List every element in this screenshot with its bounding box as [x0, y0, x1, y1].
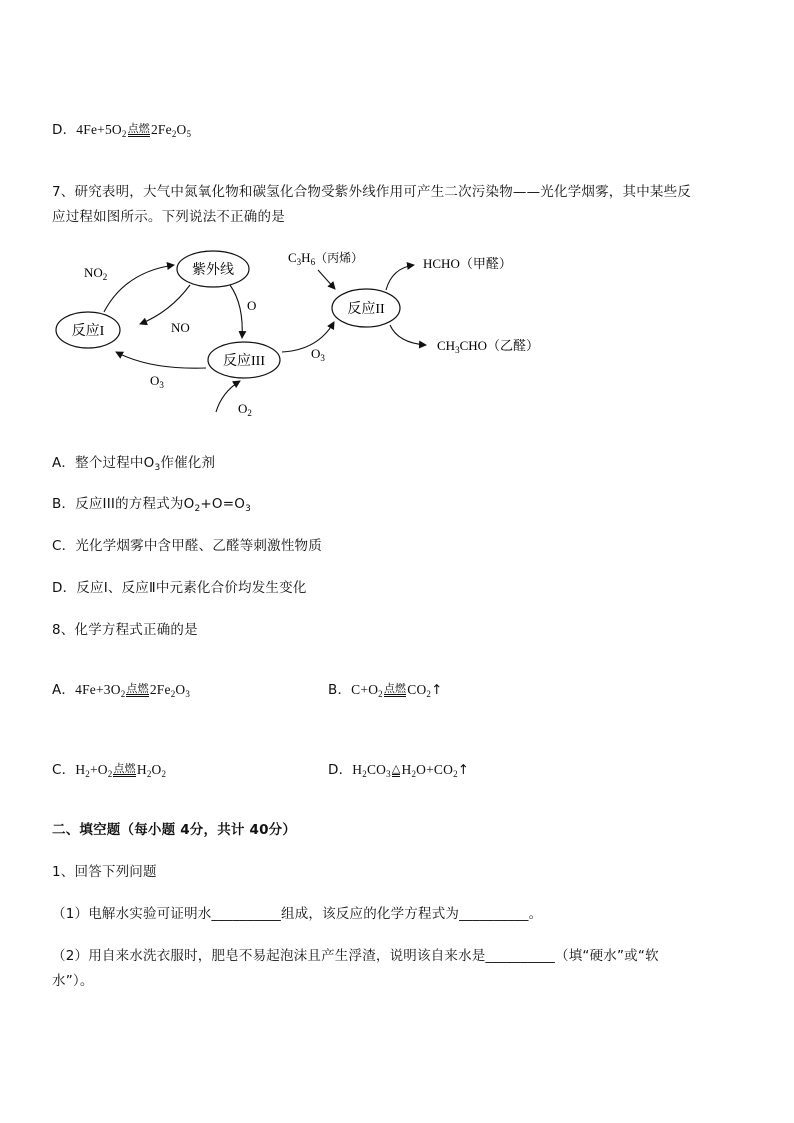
equals-sign	[126, 694, 148, 697]
label-o: O	[247, 298, 257, 313]
condition-text: △	[391, 762, 401, 775]
label-hcho: HCHO（甲醛）	[423, 256, 512, 271]
gas-arrow: ↑	[431, 682, 443, 698]
subscript: 3	[386, 769, 391, 779]
equation-right: O+CO	[416, 762, 454, 777]
equals-sign	[392, 774, 401, 777]
equation-left: CO	[366, 762, 387, 777]
condition-text: 点燃	[113, 762, 136, 775]
reaction-condition	[392, 763, 401, 777]
reaction-3-label: 反应III	[223, 354, 265, 369]
subscript: 2	[411, 769, 417, 779]
label-no2: $NO_2$	[84, 265, 108, 282]
label-propene: $C_3H_6$（丙烯）	[288, 250, 364, 267]
subscript: 2	[121, 129, 127, 139]
equation-left: 4Fe+3O	[75, 682, 121, 697]
condition-text: 点燃	[126, 682, 149, 695]
equation-left: 4Fe+5O	[76, 122, 122, 137]
equation-right: CO	[407, 682, 427, 697]
option-label: B．	[328, 682, 352, 698]
label-o2: $O_2$	[238, 401, 252, 418]
subscript: 2	[171, 129, 177, 139]
reaction-1-label: 反应I	[71, 324, 105, 339]
equation-right: 2Fe	[149, 682, 171, 697]
equation-left: H	[352, 762, 363, 777]
arrow-uv-to-r1	[140, 285, 190, 324]
q6-option-d	[52, 118, 191, 139]
arrow-no2-to-uv	[104, 265, 174, 312]
q8-option-b	[328, 678, 443, 699]
q8-option-c	[52, 758, 166, 779]
option-label: A．	[52, 682, 76, 698]
fill-q1-part2-line1: （2）用自来水洗衣服时，肥皂不易起泡沫且产生浮渣，说明该自来水是__________（填“硬水”或“软	[52, 948, 659, 964]
option-text: 作催化剂	[160, 455, 216, 471]
label-o3-left: $O_3$	[150, 373, 164, 390]
equation-right: H	[401, 762, 412, 777]
option-text: +O=O	[200, 496, 246, 512]
q7-option-a	[52, 451, 215, 473]
subscript: 2	[146, 769, 152, 779]
option-label: D．	[52, 122, 77, 138]
subscript: 2	[107, 769, 113, 779]
subscript: 2	[362, 769, 367, 779]
q7-option-b	[52, 492, 251, 514]
equation-left: +O	[89, 762, 108, 777]
option-label: D．	[328, 762, 353, 778]
equation-right-o: O	[175, 682, 186, 697]
option-label: C．	[52, 762, 76, 778]
subscript: 2	[426, 689, 432, 699]
gas-arrow: ↑	[457, 762, 470, 778]
reaction-2-label: 反应II	[347, 302, 385, 317]
subscript: 2	[453, 769, 458, 779]
fill-q1-part2-line2: 水”）。	[52, 973, 94, 989]
equation-right: H	[136, 762, 147, 777]
subscript: 2	[120, 689, 126, 699]
fill-q1-part1: （1）电解水实验可证明水__________组成，该反应的化学方程式为__________。	[52, 906, 543, 922]
condition-text: 点燃	[383, 682, 407, 695]
equation-right: 2Fe	[150, 122, 172, 137]
arrow-r3-to-r1	[116, 352, 206, 368]
equation-right-o: O	[151, 762, 162, 777]
option-text: B．反应III的方程式为O	[52, 496, 195, 512]
option-text: A．整个过程中O	[52, 455, 155, 471]
q8-option-a	[52, 678, 190, 699]
reaction-condition	[128, 123, 150, 137]
subscript: 2	[194, 504, 201, 514]
subscript: 3	[154, 463, 161, 473]
q7-option-c: C．光化学烟雾中含甲醛、乙醛等刺激性物质	[52, 538, 322, 554]
subscript: 2	[161, 769, 167, 779]
equation-left: H	[75, 762, 86, 777]
subscript: 2	[378, 689, 383, 699]
subscript: 2	[170, 689, 176, 699]
arrow-r2-to-ch3cho	[390, 325, 426, 345]
equation-left: C+O	[351, 682, 379, 697]
condition-text: 点燃	[127, 122, 150, 135]
arrow-uv-to-r3	[230, 285, 242, 338]
equation-right-o: O	[176, 122, 187, 137]
reaction-condition	[126, 683, 148, 697]
section-2-title: 二、填空题（每小题 4分，共计 40分）	[52, 822, 297, 838]
arrow-r3-to-r2	[282, 322, 334, 352]
arrow-c3h6-to-r2	[318, 270, 335, 289]
reaction-diagram	[0, 240, 794, 430]
q8-stem: 8、化学方程式正确的是	[52, 622, 198, 638]
q7-stem-line1: 7、研究表明，大气中氮氧化物和碳氢化合物受紫外线作用可产生二次污染物——光化学烟雾，其中某些反	[52, 184, 691, 200]
arrow-r2-to-hcho	[386, 265, 414, 290]
fill-q1-stem: 1、回答下列问题	[52, 864, 157, 880]
equals-sign	[384, 694, 406, 697]
subscript: 2	[85, 769, 90, 779]
label-no: NO	[171, 320, 190, 335]
equals-sign	[128, 134, 150, 137]
q8-option-d	[328, 758, 469, 779]
uv-label: 紫外线	[192, 263, 234, 278]
q7-option-d: D．反应Ⅰ、反应Ⅱ中元素化合价均发生变化	[52, 580, 307, 596]
label-o3-right: $O_3$	[311, 346, 325, 363]
subscript: 3	[245, 504, 251, 514]
q7-stem-line2: 应过程如图所示。下列说法不正确的是	[52, 209, 285, 225]
label-ch3cho: $CH_3CHO$（乙醛）	[437, 338, 540, 355]
arrow-o2-to-r3	[216, 381, 240, 412]
subscript: 3	[185, 689, 191, 699]
reaction-condition	[384, 683, 406, 697]
subscript: 5	[186, 129, 192, 139]
equals-sign	[113, 774, 135, 777]
reaction-condition	[113, 763, 135, 777]
